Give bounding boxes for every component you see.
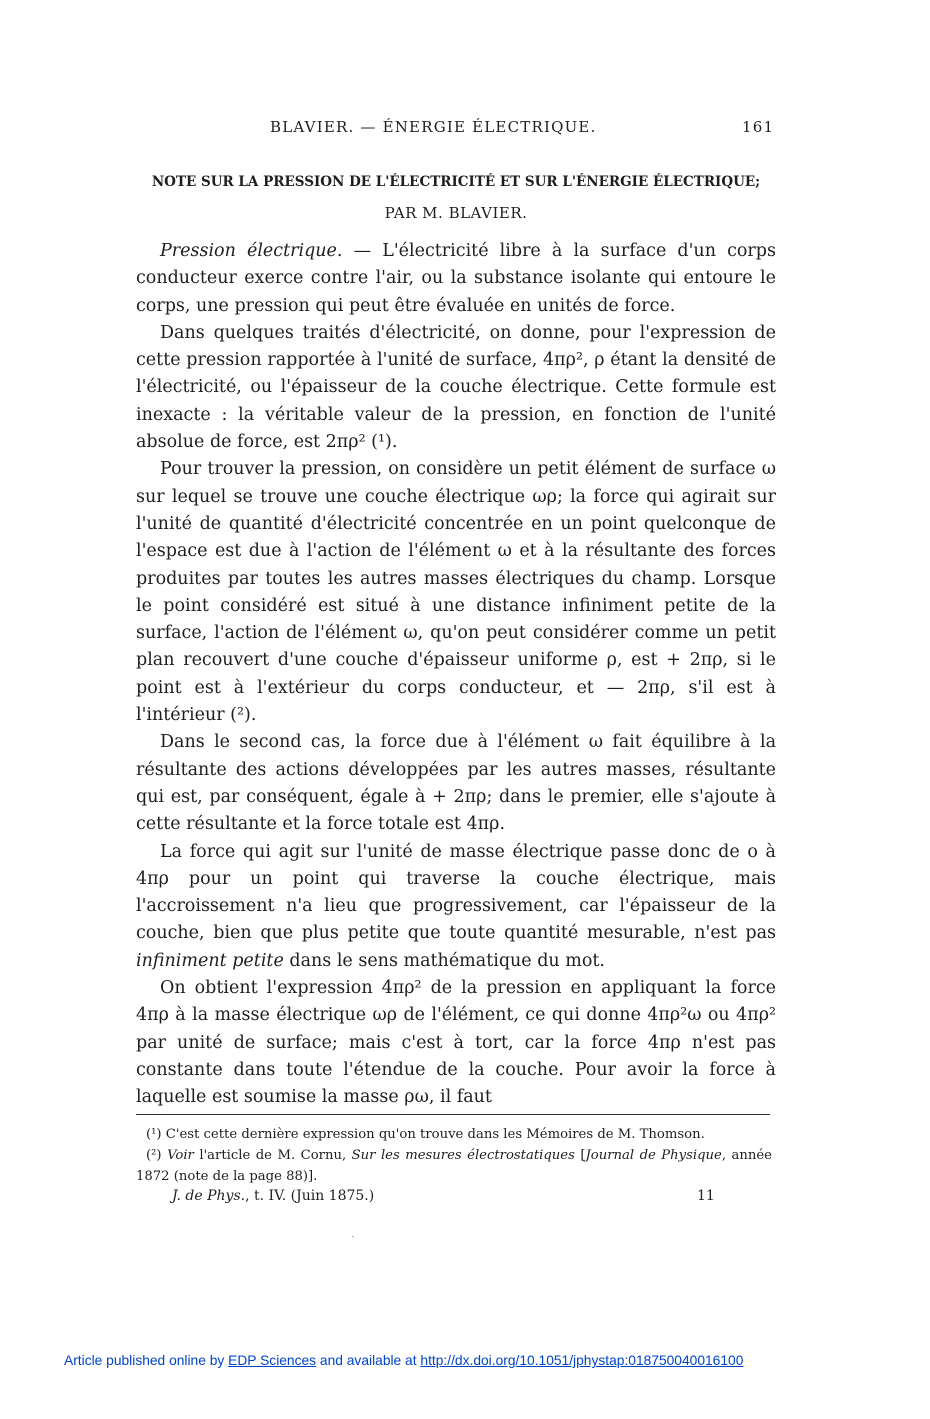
footnote-1 [136, 1124, 772, 1145]
footnote-marker: (²) [146, 1148, 162, 1163]
paragraph-text: La force qui agit sur l'unité de masse électrique passe donc de o à 4πρ pour un point qui traverse la couche électrique, mais l'accroissement n'a lieu que progressivement, car l'épaisseur de la couche, bien que plus petite que toute quantité mesurable, n'est pas [136, 841, 776, 944]
publisher-link[interactable]: EDP Sciences [228, 1353, 317, 1368]
publisher-banner [64, 1353, 743, 1368]
paragraph-5 [136, 839, 776, 975]
footnote-rule [136, 1114, 770, 1115]
signature-mark: 11 [697, 1188, 715, 1204]
journal-details: , t. IV. (Juin 1875.) [245, 1188, 375, 1204]
paragraph-text: — L'électricité libre à la surface d'un corps conducteur exerce contre l'air, ou la substance isolante qui entoure le corps, une pression qui peut être évaluée en unités de force. [136, 241, 776, 316]
banner-text: Article published online by [64, 1353, 229, 1368]
article-title: NOTE SUR LA PRESSION DE L'ÉLECTRICITÉ ET SUR L'ÉNERGIE ÉLECTRIQUE; [151, 174, 761, 190]
cited-title: Sur les mesures électrostatiques [351, 1148, 575, 1163]
page-number: 161 [742, 118, 775, 136]
footnote-lead: Voir [167, 1148, 194, 1163]
paragraph-2: Dans quelques traités d'électricité, on donne, pour l'expression de cette pression rapportée à l'unité de surface, 4πρ², ρ étant la densité de l'électricité, ou l'épaisseur de la couche électrique. Cette formule est inexacte : la véritable valeur de la pression, en fonction de l'unité absolue de force, est 2πρ² (¹). [136, 322, 776, 453]
running-head-title: BLAVIER. — ÉNERGIE ÉLECTRIQUE. [270, 118, 597, 136]
paragraph-4: Dans le second cas, la force due à l'élément ω fait équilibre à la résultante des actions développées par les autres masses, résultante qui est, par conséquent, égale à + 2πρ; dans le premier, elle s'ajoute à cette résultante et la force totale est 4πρ. [136, 732, 776, 835]
footnote-text: , année 1872 (note de la page 88)]. [136, 1148, 772, 1184]
paragraph-3: Pour trouver la pression, on considère un petit élément de surface ω sur lequel se trouve une couche électrique ωρ; la force qui agirait sur l'unité de quantité d'électricité concentrée en un point quelconque de l'espace est due à l'action de l'élément ω et à la résultante des forces produites par toutes les autres masses électriques du champ. Lorsque le point considéré est situé à une distance infiniment petite de la surface, l'action de l'élément ω, qu'on peut considérer comme un petit plan recouvert d'une couche d'épaisseur uniforme ρ, est + 2πρ, si le point est à l'extérieur du corps conducteur, et — 2πρ, s'il est à l'intérieur (²). [136, 459, 776, 726]
emphasis: infiniment petite [136, 950, 284, 971]
banner-text: and available at [316, 1353, 421, 1368]
paragraph-6: On obtient l'expression 4πρ² de la pression en appliquant la force 4πρ à la masse électrique ωρ de l'élément, ce qui donne 4πρ²ω ou 4πρ² par unité de surface; mais c'est à tort, car la force 4πρ n'est pas constante dans toute l'étendue de la couche. Pour avoir la force à laquelle est soumise la masse ρω, il faut [136, 978, 776, 1108]
footnote-2 [136, 1145, 772, 1187]
article-author: PAR M. BLAVIER. [384, 204, 528, 222]
footnote-text: C'est cette dernière expression qu'on trouve dans les Mémoires de M. Thomson. [161, 1127, 705, 1142]
scan-speck [352, 1236, 354, 1237]
journal-name: J. de Phys. [172, 1188, 246, 1204]
footnote-text: l'article de M. Cornu, [193, 1148, 352, 1163]
cited-journal: Journal de Physique [585, 1148, 722, 1163]
footnote-text: [ [574, 1148, 586, 1163]
section-lead: Pression électrique. [160, 241, 343, 261]
paragraph-1 [136, 238, 776, 320]
footnotes [136, 1124, 772, 1187]
footnote-marker: (¹) [146, 1127, 162, 1142]
doi-link[interactable]: http://dx.doi.org/10.1051/jphystap:018750040016100 [420, 1353, 744, 1368]
paragraph-text: dans le sens mathématique du mot. [283, 950, 605, 971]
article-body [136, 238, 776, 1112]
journal-reference [172, 1188, 374, 1204]
